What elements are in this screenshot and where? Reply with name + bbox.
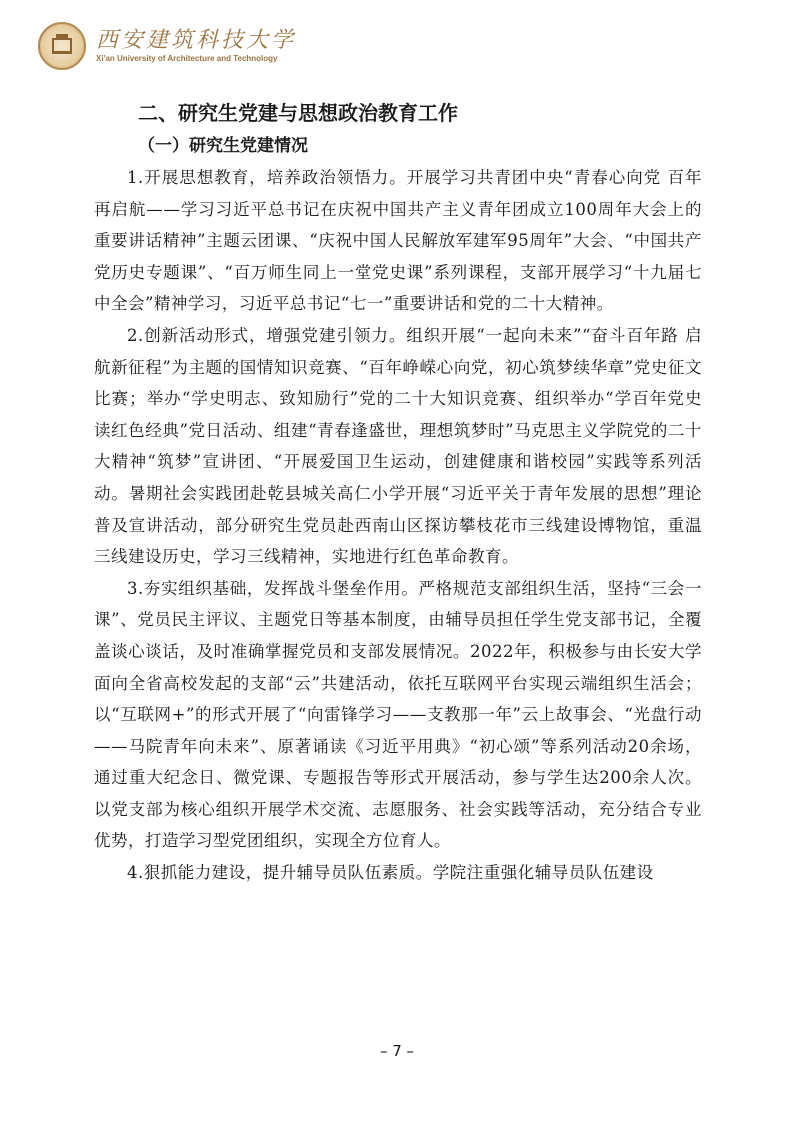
university-name-cn: 西安建筑科技大学 bbox=[96, 28, 297, 53]
paragraph-3: 3.夯实组织基础，发挥战斗堡垒作用。严格规范支部组织生活，坚持“三会一课”、党员民主评议、主题党日等基本制度，由辅导员担任学生党支部书记，全覆盖谈心谈话，及时准确掌握党员和支部发展情况。2022年，积极参与由长安大学面向全省高校发起的支部“云”共建活动，依托互联网平台实现云端组织生活会；以“互联网+”的形式开展了“向雷锋学习——支教那一年”云上故事会、“光盘行动——马院青年向未来”、原著诵读《习近平用典》“初心颂”等系列活动20余场，通过重大纪念日、微党课、专题报告等形式开展活动，参与学生达200余人次。以党支部为核心组织开展学术交流、志愿服务、社会实践等活动，充分结合专业优势，打造学习型党团组织，实现全方位育人。 bbox=[94, 578, 702, 851]
section-title: 二、研究生党建与思想政治教育工作 bbox=[138, 101, 458, 125]
document-body bbox=[94, 96, 702, 889]
university-seal-icon bbox=[38, 22, 86, 70]
paragraph-2: 2.创新活动形式，增强党建引领力。组织开展“一起向未来”“奋斗百年路 启航新征程”为主题的国情知识竞赛、“百年峥嵘心向党，初心筑梦续华章”党史征文比赛；举办“学史明志、致知励行”党的二十大知识竞赛、组织举办“学百年党史 读红色经典”党日活动、组建“青春逢盛世，理想筑梦时”马克思主义学院党的二十大精神“筑梦”宣讲团、“开展爱国卫生运动，创建健康和谐校园”实践等系列活动。暑期社会实践团赴乾县城关高仁小学开展“习近平关于青年发展的思想”理论普及宣讲活动，部分研究生党员赴西南山区探访攀枝花市三线建设博物馆，重温三线建设历史，学习三线精神，实地进行红色革命教育。 bbox=[94, 325, 702, 567]
page-number: – 7 – bbox=[379, 1042, 415, 1060]
paragraph-4: 4.狠抓能力建设，提升辅导员队伍素质。学院注重强化辅导员队伍建设 bbox=[127, 863, 654, 883]
subsection-title: （一）研究生党建情况 bbox=[138, 136, 308, 156]
paragraph-1: 1.开展思想教育，培养政治领悟力。开展学习共青团中央“青春心向党 百年再启航——学习习近平总书记在庆祝中国共产主义青年团成立100周年大会上的重要讲话精神”主题云团课、“庆祝中国人民解放军建军95周年”大会、“中国共产党历史专题课”、“百万师生同上一堂党史课”系列课程，支部开展学习“十九届七中全会”精神学习，习近平总书记“七一”重要讲话和党的二十大精神。 bbox=[94, 168, 702, 314]
university-name-en: Xi'an University of Architecture and Technology bbox=[96, 54, 278, 63]
university-name bbox=[96, 28, 296, 64]
page-header bbox=[38, 18, 296, 74]
